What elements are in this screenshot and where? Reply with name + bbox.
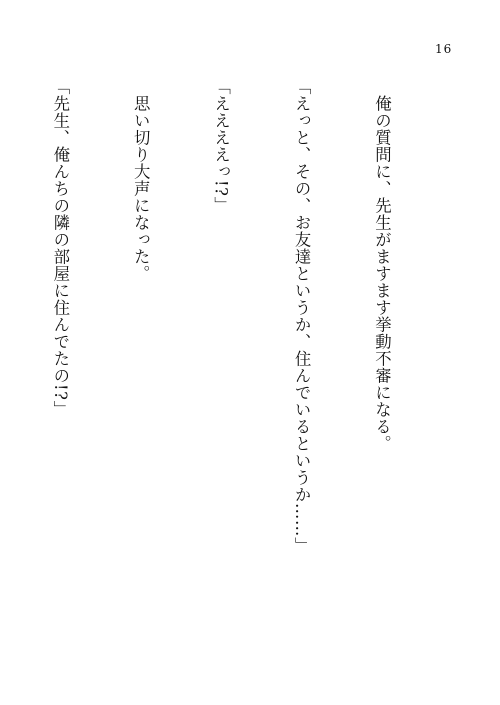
text-line: 俺の質問に、先生がますます挙動不審になる。 — [372, 78, 392, 452]
page-number: 16 — [435, 42, 453, 56]
text-line: 「ええええっ!?」 — [211, 78, 231, 214]
text-line: 「先生、俺んちの隣の部屋に住んでたの!?」 — [50, 78, 70, 418]
text-line: 思い切り大声になった。 — [131, 78, 151, 282]
text-line: 「えっと、その、お友達というか、住んでいるというか……」 — [292, 78, 312, 554]
vertical-text-body — [0, 78, 448, 678]
